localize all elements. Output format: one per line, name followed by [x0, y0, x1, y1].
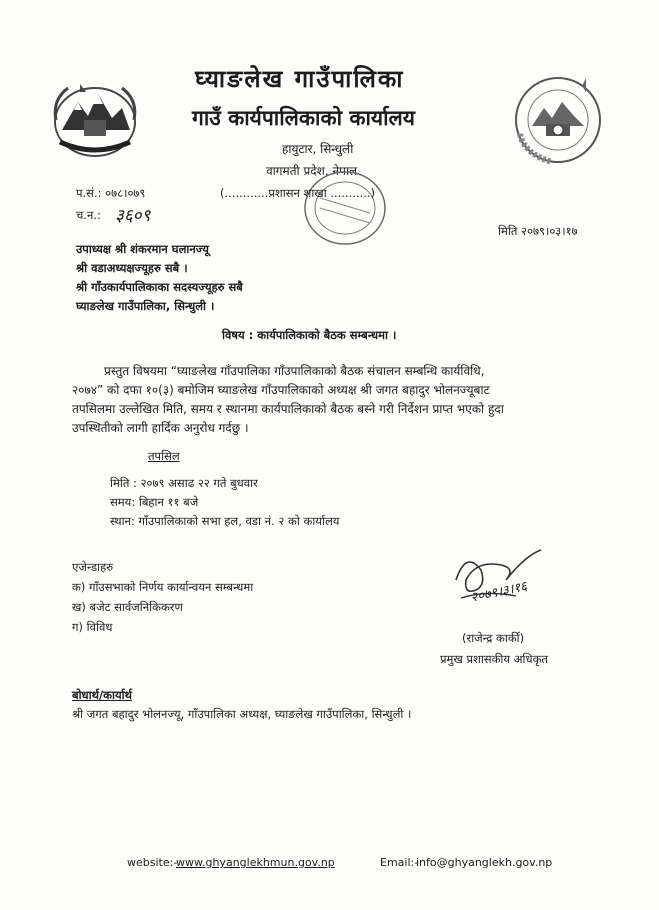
- signatory-designation: प्रमुख प्रशासकीय अधिकृत: [440, 652, 548, 666]
- municipality-name: घ्याङलेख गाउँपालिका: [195, 65, 405, 93]
- website-label: website:-: [127, 856, 178, 869]
- body-line: २०७४” को दफा १०(३) बमोजिम घ्याङलेख गाँउपालिकाको अध्यक्ष श्री जगत बहादुर भोलनज्यूबाट: [72, 383, 490, 397]
- email-label: Email:-: [380, 856, 419, 869]
- chalani-number-label: च.न.:: [76, 208, 101, 222]
- meeting-time: समय: बिहान ११ बजे: [110, 495, 199, 509]
- meeting-place: स्थान: गाँउपालिकाको सभा हल, वडा नं. २ को कार्यालय: [110, 514, 340, 528]
- signatory-name: (राजेन्द्र कार्की): [462, 631, 525, 645]
- email-link[interactable]: info@ghyanglekh.gov.np: [416, 856, 553, 869]
- municipality-logo: [512, 74, 604, 166]
- agenda-item: क) गाँउसभाको निर्णय कार्यान्वयन सम्बन्धमा: [72, 580, 254, 594]
- recipient-line: श्री गाँउकार्यपालिकाका सदस्यज्यूहरु सबै: [76, 280, 243, 294]
- agenda-item: ग) विविध: [72, 620, 113, 634]
- subject-line: विषय : कार्यपालिकाको बैठक सम्बन्धमा ।: [222, 328, 397, 342]
- details-heading: तपसिल: [148, 449, 180, 463]
- body-line: उपस्थितीको लागी हार्दिक अनुरोध गर्दछु ।: [72, 421, 249, 435]
- cc-line: श्री जगत बहादुर भोलनज्यू, गाँउपालिका अध्यक्ष, घ्याङलेख गाउँपालिका, सिन्धुली ।: [72, 707, 412, 721]
- agenda-item: ख) बजेट सार्वजनिकिकरण: [72, 600, 183, 614]
- signature-date: २०७९।३।१६: [469, 579, 529, 606]
- section-name: (............प्रशासन शाखा ...........): [220, 186, 376, 200]
- chalani-number-value: ३६०९: [115, 206, 151, 226]
- address-line-1: हायुटार, सिन्धुली: [282, 142, 354, 156]
- body-line: तपसिलमा उल्लेखित मिति, समय र स्थानमा कार्यपालिकाको बैठक बस्ने गरी निर्देशन प्राप्त भएको हुदा: [72, 402, 504, 416]
- patra-sankhya: प.सं.: ०७८।०७९: [76, 186, 146, 200]
- address-line-2: वागमती प्रदेश, नेपाल: [266, 164, 358, 178]
- letter-date: मिति २०७९।०३।१७: [498, 224, 578, 238]
- recipient-line: उपाध्यक्ष श्री शंकरमान घलानज्यू: [76, 242, 209, 256]
- nepal-emblem-logo: [50, 80, 140, 160]
- body-line: प्रस्तुत विषयमा “घ्याङलेख गाँउपालिका गाँउपालिकाको बैठक संचालन सम्बन्धि कार्यविधि,: [104, 364, 485, 378]
- recipient-line: श्री वडाअध्यक्षज्यूहरु सबै ।: [76, 261, 188, 275]
- office-stamp: [300, 168, 390, 248]
- cc-heading: बोधार्थ/कार्यार्थ: [72, 688, 132, 702]
- meeting-date: मिति : २०७९ असाढ २२ गते बुधवार: [110, 476, 258, 490]
- office-name: गाउँ कार्यपालिकाको कार्यालय: [192, 106, 415, 130]
- recipient-line: घ्याङलेख गाउँपालिका, सिन्धुली ।: [76, 299, 215, 313]
- agenda-heading: एजेन्डाहरु: [72, 560, 114, 574]
- website-link[interactable]: www.ghyanglekhmun.gov.np: [176, 856, 335, 869]
